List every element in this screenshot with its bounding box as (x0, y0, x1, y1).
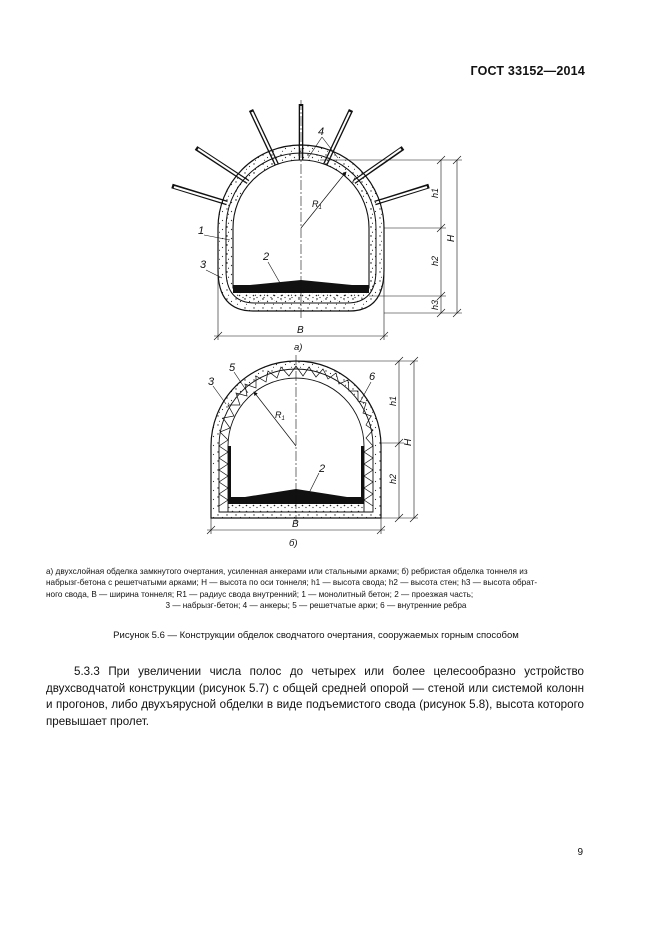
dim-B-a: B (297, 325, 304, 336)
legend-line-3: ного свода, В — ширина тоннеля; R1 — радиус свода внутренний; 1 — монолитный бетон; 2 — проезжая часть; (46, 589, 474, 599)
dim-H-b: H (403, 438, 414, 446)
figure-caption: Рисунок 5.6 — Конструкции обделок сводчатого очертания, сооружаемых горным способом (113, 630, 519, 641)
figure-a (172, 100, 462, 353)
callout-1: 1 (198, 225, 205, 237)
legend-line-1: а) двухслойная обделка замкнутого очертания, усиленная анкерами или стальными арками; б) ребристая обделка тоннеля из (46, 567, 528, 576)
legend-line-2: набрызг-бетона с решетчатыми арками; Н — высота по оси тоннеля; h1 — высота свода; h2 — высота стен; h3 — высота обрат- (46, 578, 538, 588)
dim-h2-b: h2 (388, 473, 398, 484)
callout-3b: 3 (208, 376, 215, 388)
radius-label-a: $R_1$ (312, 199, 322, 211)
dim-h3-a: h3 (430, 299, 440, 310)
paragraph-5-3-3 (46, 664, 584, 730)
callout-2b: 2 (319, 463, 326, 475)
figure-legend (46, 566, 586, 612)
dim-B-b: B (292, 519, 299, 530)
callout-2a: 2 (263, 251, 270, 263)
sublabel-a: а) (294, 342, 303, 353)
sublabel-b: б) (289, 538, 298, 549)
paragraph-number: 5.3.3 (74, 665, 100, 678)
callout-3a: 3 (200, 259, 207, 271)
figure-b (207, 355, 418, 549)
callout-6: 6 (369, 371, 376, 383)
radius-label-b: $R_1$ (275, 410, 285, 422)
callout-4: 4 (318, 126, 325, 138)
callout-5: 5 (229, 362, 236, 374)
standard-code: ГОСТ 33152—2014 (470, 64, 585, 78)
paragraph-text: При увеличении числа полос до четырех или более целесообразно устройство двухсводчатой конструкции (рисунок 5.7) с общей средней опорой — стеной или системой колонн и прогонов, либо двухъярусной обделки в виде подъемистого свода (рисунок 5.8), высота которого превышает пролет. (46, 665, 584, 728)
dim-H-a: H (446, 234, 457, 242)
dim-h1-a: h1 (430, 187, 440, 198)
legend-line-4: 3 — набрызг-бетон; 4 — анкеры; 5 — решетчатые арки; 6 — внутренние ребра (165, 601, 467, 611)
dim-h1-b: h1 (388, 395, 398, 406)
dim-h2-a: h2 (430, 255, 440, 266)
page-number: 9 (577, 847, 583, 858)
